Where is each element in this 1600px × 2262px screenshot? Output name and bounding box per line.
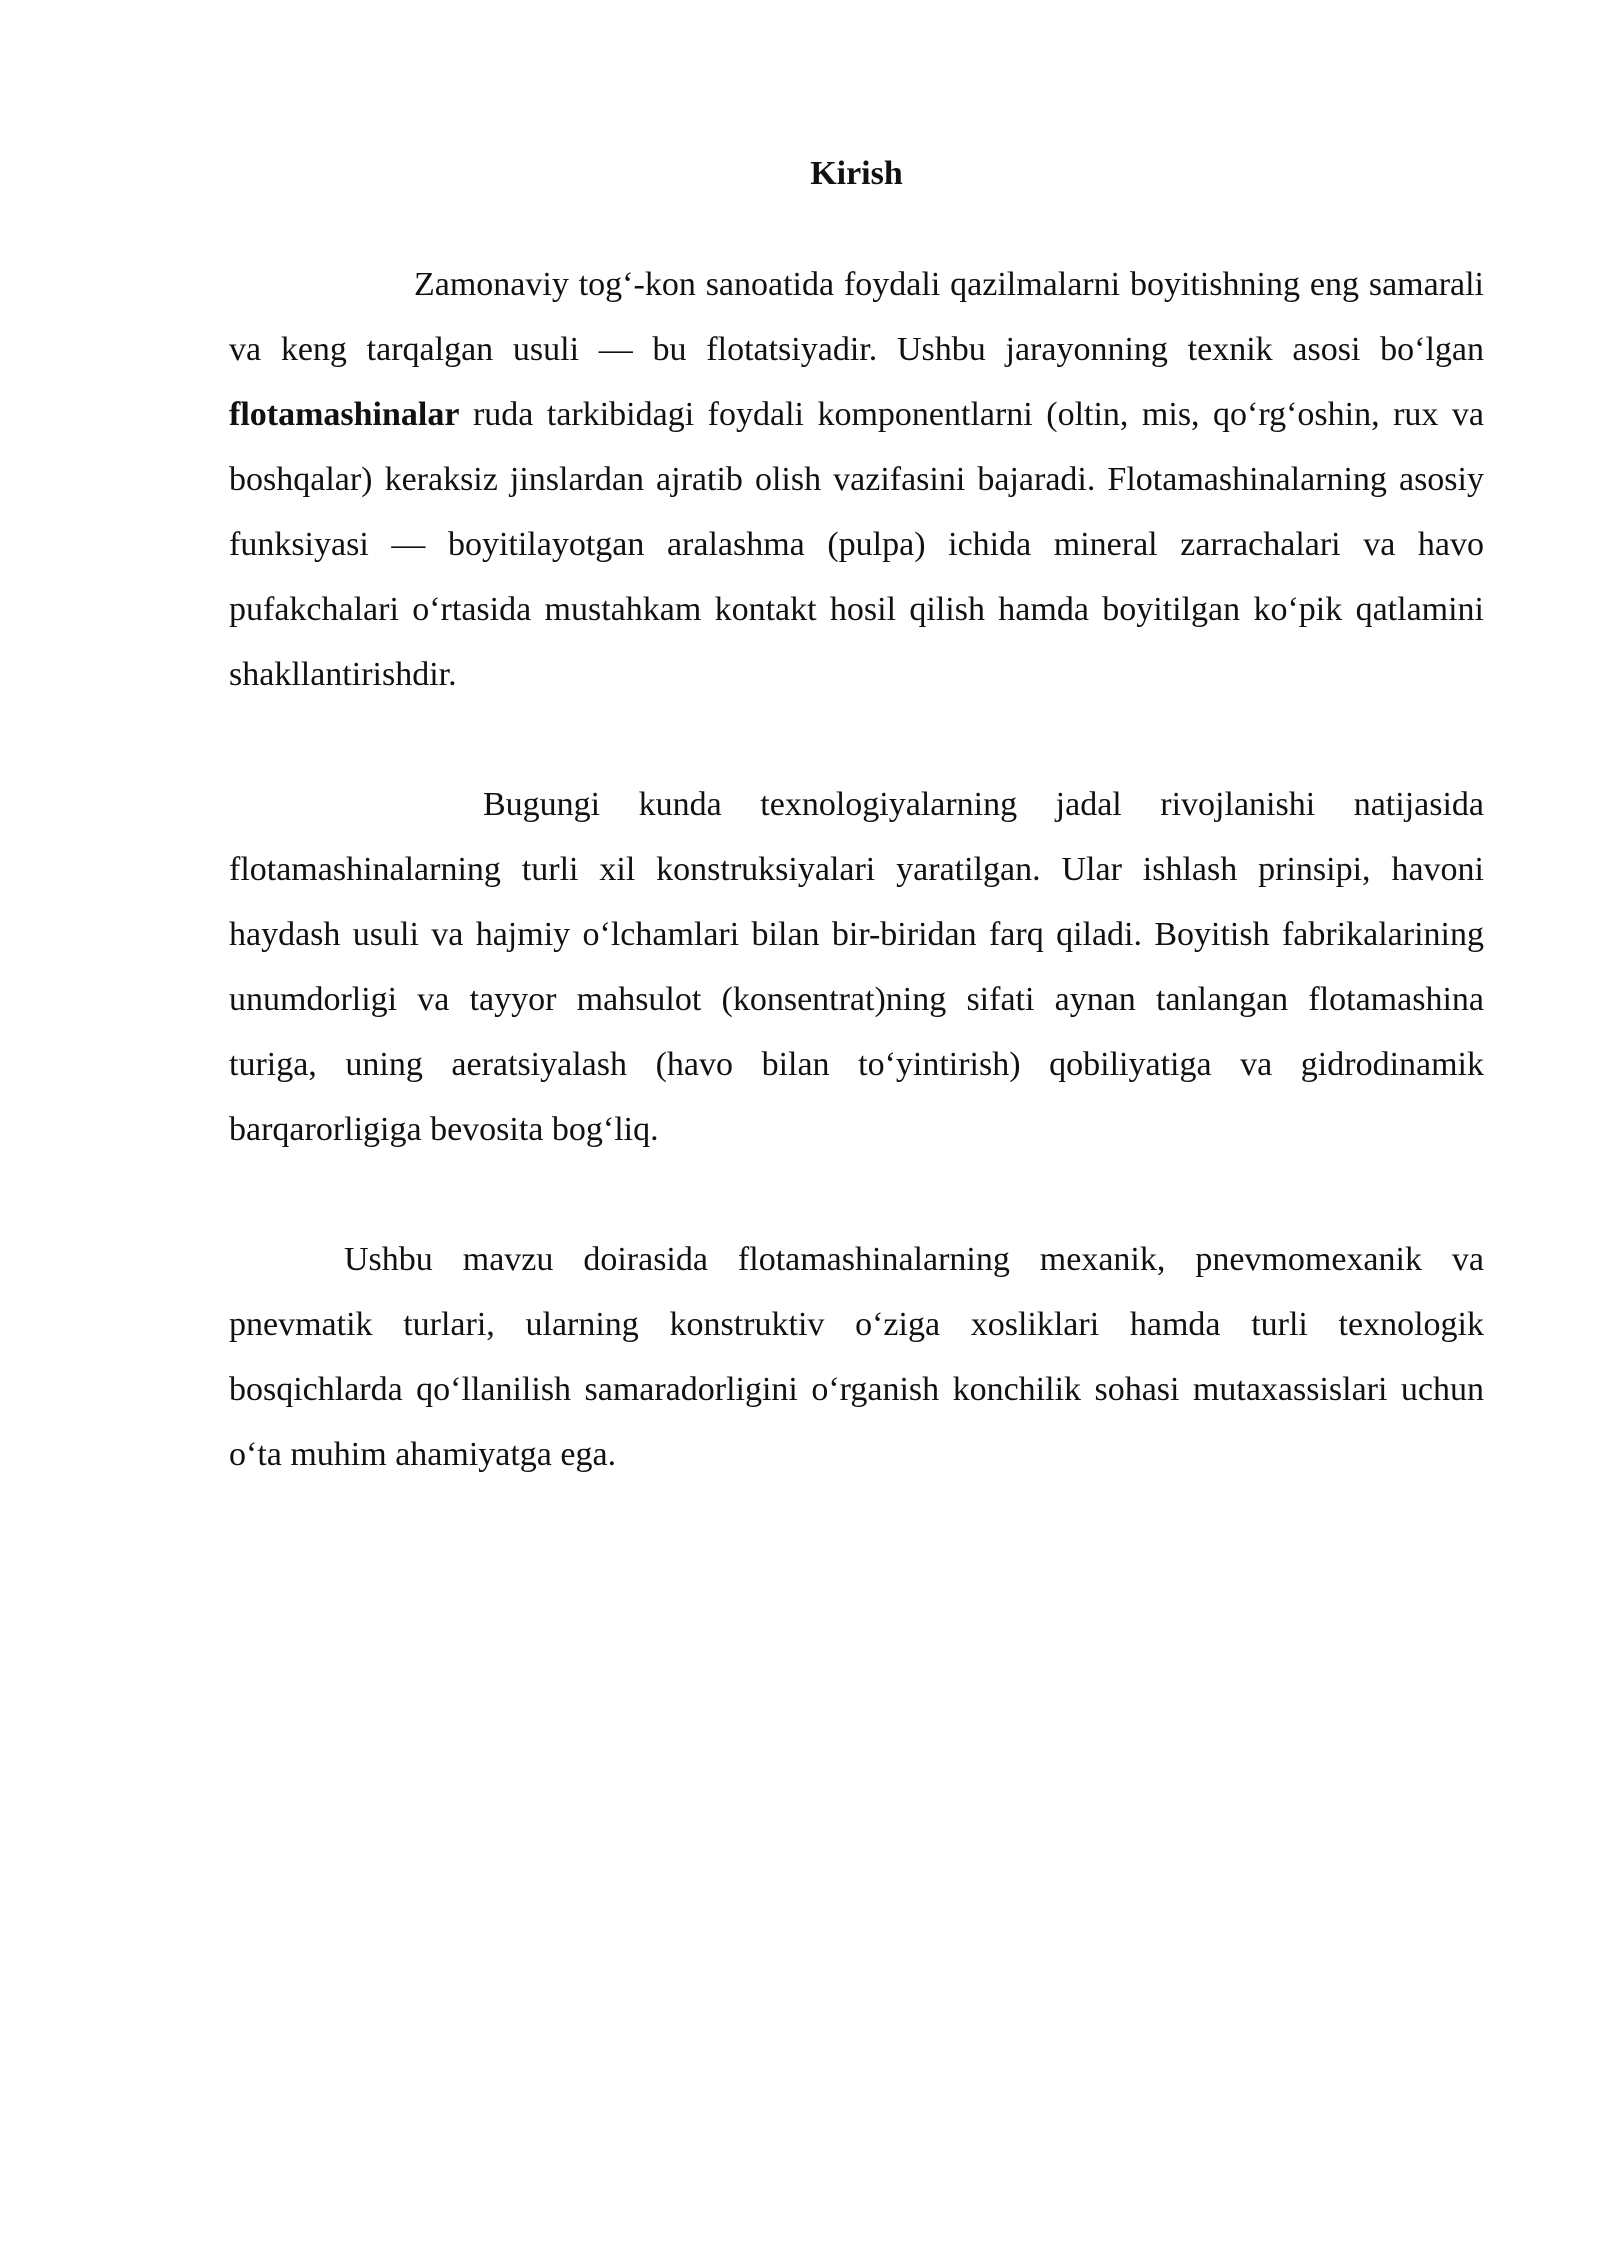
- paragraph-1: [229, 252, 1484, 707]
- page-content: [229, 148, 1484, 1487]
- paragraph-1-text-start: Zamonaviy tog‘-kon sanoatida foydali qazilmalarni boyitishning eng samarali va keng tarqalgan usuli — bu flotatsiyadir. Ushbu jarayonning texnik asosi bo‘lgan: [229, 266, 1484, 368]
- paragraph-1-bold-term: flotamashinalar: [229, 396, 460, 433]
- paragraph-2: Bugungi kunda texnologiyalarning jadal rivojlanishi natijasida flotamashinalarning turli xil konstruksiyalari yaratilgan. Ular ishlash prinsipi, havoni haydash usuli va hajmiy o‘lchamlari bilan bir-biridan farq qiladi. Boyitish fabrikalarining unumdorligi va tayyor mahsulot (konsentrat)ning sifati aynan tanlangan flotamashina turiga, uning aeratsiyalash (havo bilan to‘yintirish) qobiliyatiga va gidrodinamik barqarorligiga bevosita bog‘liq.: [229, 786, 1484, 1148]
- page-title: Kirish: [810, 155, 903, 192]
- paragraph-1-text-end: ruda tarkibidagi foydali komponentlarni (oltin, mis, qo‘rg‘oshin, rux va boshqalar) keraksiz jinslardan ajratib olish vazifasini bajaradi. Flotamashinalarning asosiy funksiyasi — boyitilayotgan aralashma (pulpa) ichida mineral zarrachalari va havo pufakchalari o‘rtasida mustahkam kontakt hosil qilish hamda boyitilgan ko‘pik qatlamini shakllantirishdir.: [229, 396, 1484, 693]
- paragraph-3: Ushbu mavzu doirasida flotamashinalarning mexanik, pnevmomexanik va pnevmatik turlari, ularning konstruktiv o‘ziga xosliklari hamda turli texnologik bosqichlarda qo‘llanilish samaradorligini o‘rganish konchilik sohasi mutaxassislari uchun o‘ta muhim ahamiyatga ega.: [229, 1241, 1484, 1473]
